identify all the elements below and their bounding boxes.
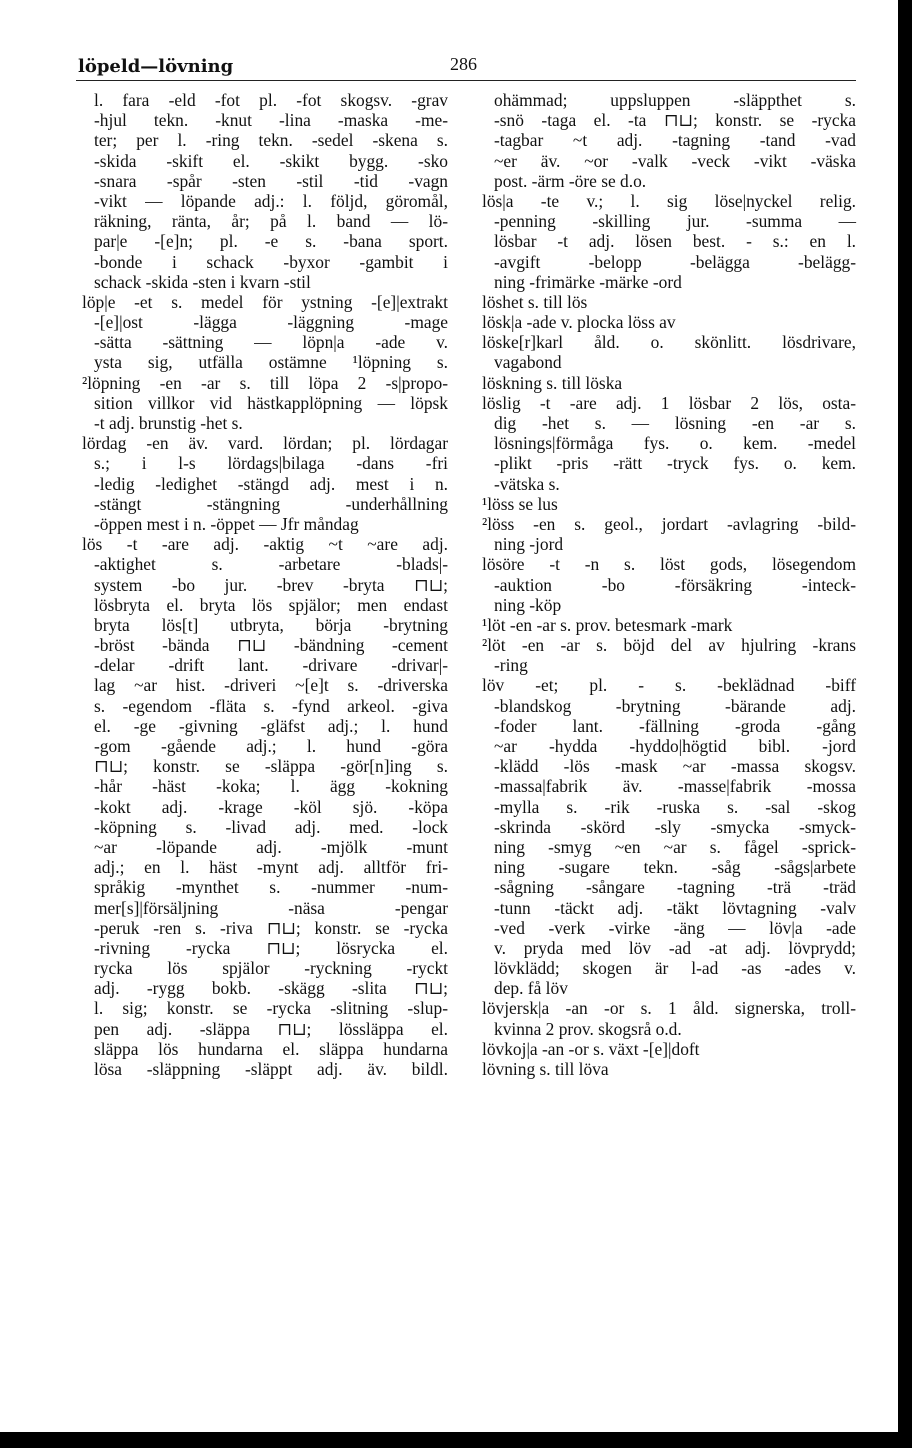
dictionary-line: lövning s. till lövа bbox=[482, 1059, 609, 1079]
dictionary-line: -hår -häst -koka; l. ägg -kokning bbox=[94, 776, 448, 797]
scan-edge-bottom bbox=[0, 1432, 912, 1448]
dictionary-line: pen adj. -släppa ⊓⊔; lössläppa el. bbox=[94, 1018, 448, 1039]
dictionary-line: -tunn -täckt adj. -täkt lövtagning -valv bbox=[494, 897, 856, 918]
dictionary-line: lösöre -t -n s. löst gods, lösegendom bbox=[482, 554, 856, 575]
dictionary-line: -foder lant. -fällning -groda -gång bbox=[494, 715, 856, 736]
dictionary-line: -tagbar ~t adj. -tagning -tand -vad bbox=[494, 130, 856, 151]
dictionary-line: ²löt -en -ar s. böjd del av hjulring -krans bbox=[482, 635, 856, 656]
dictionary-line: ning -köp bbox=[494, 594, 562, 615]
dictionary-line: -mylla s. -rik -ruska s. -sal -skog bbox=[494, 796, 856, 817]
dictionary-line: ⊓⊔; konstr. se -släppa -gör[n]ing s. bbox=[94, 756, 448, 777]
dictionary-line: -[e]|ost -lägga -läggning -mage bbox=[94, 312, 448, 333]
dictionary-line: rycka lös spjälor -ryckning -ryckt bbox=[94, 958, 448, 979]
dictionary-line: -t adj. brunstig -het s. bbox=[94, 413, 243, 433]
dictionary-line: dig -het s. — lösning -en -ar s. bbox=[494, 413, 856, 433]
dictionary-line: l. sig; konstr. se -rycka -slitning -slup- bbox=[94, 998, 448, 1019]
right-column bbox=[482, 90, 856, 1079]
dictionary-line: -kokt adj. -krage -köl sjö. -köpa bbox=[94, 796, 448, 817]
dictionary-line: ~ar -hydda -hyddo|högtid bibl. -jord bbox=[494, 736, 856, 756]
dictionary-line: lös|a -te v.; l. sig löse|nyckel relig. bbox=[482, 190, 856, 211]
dictionary-line: -penning -skilling jur. -summa — bbox=[494, 211, 856, 232]
dictionary-line: ~er äv. ~or -valk -veck -vikt -väska bbox=[494, 150, 856, 171]
dictionary-line: ning -jord bbox=[494, 534, 564, 555]
dictionary-line: s. -egendom -fläta s. -fynd arkeol. -giva bbox=[94, 695, 448, 716]
dictionary-line: -snara -spår -sten -stil -tid -vagn bbox=[94, 170, 448, 191]
dictionary-line: -öppen mest i n. -öppet — Jfr måndag bbox=[94, 513, 359, 534]
dictionary-line: -stängt -stängning -underhållning bbox=[94, 493, 448, 514]
dictionary-line: post. -ärm -öre se d.o. bbox=[494, 170, 647, 191]
dictionary-line: löske[r]karl åld. o. skönlitt. lösdrivare, bbox=[482, 332, 856, 353]
dictionary-line: -massa|fabrik äv. -masse|fabrik -mossa bbox=[494, 776, 856, 797]
dictionary-line: -bonde i schack -byxor -gambit i bbox=[94, 251, 448, 272]
dictionary-line: ning -sugare tekn. -såg -sågs|arbete bbox=[494, 857, 856, 878]
dictionary-line: lövklädd; skogen är l-ad -as -ades v. bbox=[494, 958, 856, 979]
dictionary-line: lös -t -are adj. -aktig ~t ~are adj. bbox=[82, 534, 448, 555]
dictionary-line: s.; i l-s lördags|bilaga -dans -fri bbox=[94, 453, 448, 474]
dictionary-line: lösnings|förmåga fys. o. kem. -medel bbox=[494, 433, 856, 454]
dictionary-line: lördag -en äv. vard. lördan; pl. lördagar bbox=[82, 433, 448, 454]
dictionary-line: löshet s. till lös bbox=[482, 291, 588, 312]
dictionary-line: löp|e -et s. medel för ystning -[e]|extrakt bbox=[82, 291, 448, 312]
dictionary-line: ²löpning -en -ar s. till löpa 2 -s|propo- bbox=[82, 372, 448, 393]
dictionary-line: ter; per l. -ring tekn. -sedel -skena s. bbox=[94, 130, 448, 151]
dictionary-line: bryta lös[t] utbryta, börja -brytning bbox=[94, 614, 448, 635]
dictionary-line: ning -frimärke -märke -ord bbox=[494, 271, 682, 292]
dictionary-line: -sågning -sångare -tagning -trä -träd bbox=[494, 877, 856, 898]
dictionary-line: lösbar -t adj. lösen best. - s.: en l. bbox=[494, 231, 856, 252]
dictionary-line: ¹löss se lus bbox=[482, 493, 558, 514]
header-rule bbox=[76, 80, 856, 81]
dictionary-line: system -bo jur. -brev -bryta ⊓⊔; bbox=[94, 574, 448, 595]
dictionary-line: löskning s. till löska bbox=[482, 372, 623, 393]
dictionary-line: par|e -[e]n; pl. -e s. -bana sport. bbox=[94, 231, 448, 252]
page-number: 286 bbox=[450, 54, 477, 74]
dictionary-line: vagabond bbox=[494, 352, 562, 373]
dictionary-line: el. -ge -givning -gläfst adj.; l. hund bbox=[94, 715, 448, 736]
dictionary-line: ning -smyg ~en ~ar s. fågel -sprick- bbox=[494, 836, 856, 857]
dictionary-line: -sätta -sättning — löpn|a -ade v. bbox=[94, 332, 448, 353]
dictionary-line: ysta sig, utfälla ostämne ¹löpning s. bbox=[94, 352, 448, 373]
dictionary-line: språkig -mynthet s. -nummer -num- bbox=[94, 877, 448, 898]
dictionary-line: -auktion -bo -försäkring -inteck- bbox=[494, 574, 856, 595]
dictionary-line: -avgift -belopp -belägga -belägg- bbox=[494, 251, 856, 272]
dictionary-line: -bröst -bända ⊓⊔ -bändning -cement bbox=[94, 635, 448, 656]
dictionary-line: lövkoj|a -an -or s. växt -[e]|doft bbox=[482, 1038, 700, 1059]
dictionary-line: ~ar -löpande adj. -mjölk -munt bbox=[94, 836, 448, 857]
dictionary-line: kvinna 2 prov. skogsrå o.d. bbox=[494, 1018, 682, 1039]
dictionary-line: lag ~ar hist. -driveri ~[e]t s. -driverska bbox=[94, 675, 448, 696]
dictionary-line: ¹löt -en -ar s. prov. betesmark -mark bbox=[482, 614, 733, 635]
dictionary-line: -ring bbox=[494, 655, 528, 676]
dictionary-line: -vikt — löpande adj.: l. följd, göromål, bbox=[94, 190, 448, 211]
dictionary-line: räkning, ränta, år; på l. band — lö- bbox=[94, 211, 448, 232]
dictionary-line: -skrinda -skörd -sly -smycka -smyck- bbox=[494, 816, 856, 837]
dictionary-line: -ledig -ledighet -stängd adj. mest i n. bbox=[94, 473, 448, 494]
dictionary-line: -hjul tekn. -knut -lina -maska -me- bbox=[94, 110, 448, 131]
dictionary-line: -plikt -pris -rätt -tryck fys. o. kem. bbox=[494, 453, 856, 474]
dictionary-line: -vätska s. bbox=[494, 473, 560, 494]
dictionary-line: lövjersk|a -an -or s. 1 åld. signerska, troll- bbox=[482, 998, 856, 1019]
dictionary-line: -ved -verk -virke -äng — löv|a -ade bbox=[494, 917, 856, 938]
dictionary-line: schack -skida -sten i kvarn -stil bbox=[94, 271, 311, 292]
dictionary-line: -peruk -ren s. -riva ⊓⊔; konstr. se -rycka bbox=[94, 917, 448, 938]
dictionary-line: -snö -taga el. -ta ⊓⊔; konstr. se -rycka bbox=[494, 110, 856, 131]
dictionary-line: -delar -drift lant. -drivare -drivar|- bbox=[94, 655, 448, 676]
dictionary-line: adj. -rygg bokb. -skägg -slita ⊓⊔; bbox=[94, 978, 448, 999]
dictionary-line: mer[s]|försäljning -näsa -pengar bbox=[94, 897, 448, 918]
dictionary-line: lösk|a -ade v. plocka löss av bbox=[482, 312, 676, 333]
running-head: löpeld—lövning bbox=[78, 56, 234, 77]
dictionary-line: släppa lös hundarna el. släppa hundarna bbox=[94, 1038, 448, 1059]
dictionary-line: -gom -gående adj.; l. hund -göra bbox=[94, 736, 448, 756]
dictionary-line: ohämmad; uppsluppen -släppthet s. bbox=[494, 90, 856, 110]
dictionary-line: v. pryda med löv -ad -at adj. lövprydd; bbox=[494, 937, 856, 958]
scan-edge-right bbox=[898, 0, 912, 1448]
dictionary-line: dep. få löv bbox=[494, 978, 568, 999]
dictionary-line: löslig -t -are adj. 1 lösbar 2 lös, osta- bbox=[482, 392, 856, 413]
left-column bbox=[82, 90, 448, 1079]
page-header bbox=[78, 56, 856, 82]
dictionary-line: l. fara -eld -fot pl. -fot skogsv. -grav bbox=[94, 90, 448, 110]
dictionary-line: sition villkor vid hästkapplöpning — löpsk bbox=[94, 392, 448, 413]
dictionary-line: -köpning s. -livad adj. med. -lock bbox=[94, 816, 448, 837]
dictionary-line: -rivning -rycka ⊓⊔; lösrycka el. bbox=[94, 937, 448, 958]
dictionary-line: lösbryta el. bryta lös spjälor; men endast bbox=[94, 594, 448, 615]
dictionary-line: -skida -skift el. -skikt bygg. -sko bbox=[94, 150, 448, 171]
dictionary-line: lösa -släppning -släppt adj. äv. bildl. bbox=[94, 1059, 448, 1079]
dictionary-line: -klädd -lös -mask ~ar -massa skogsv. bbox=[494, 756, 856, 777]
dictionary-line: adj.; en l. häst -mynt adj. alltför fri- bbox=[94, 857, 448, 878]
dictionary-line: ²löss -en s. geol., jordart -avlagring -bild- bbox=[482, 513, 856, 534]
dictionary-line: löv -et; pl. - s. -beklädnad -biff bbox=[482, 675, 856, 696]
dictionary-line: -blandskog -brytning -bärande adj. bbox=[494, 695, 856, 716]
dictionary-line: -aktighet s. -arbetare -blads|- bbox=[94, 554, 448, 575]
